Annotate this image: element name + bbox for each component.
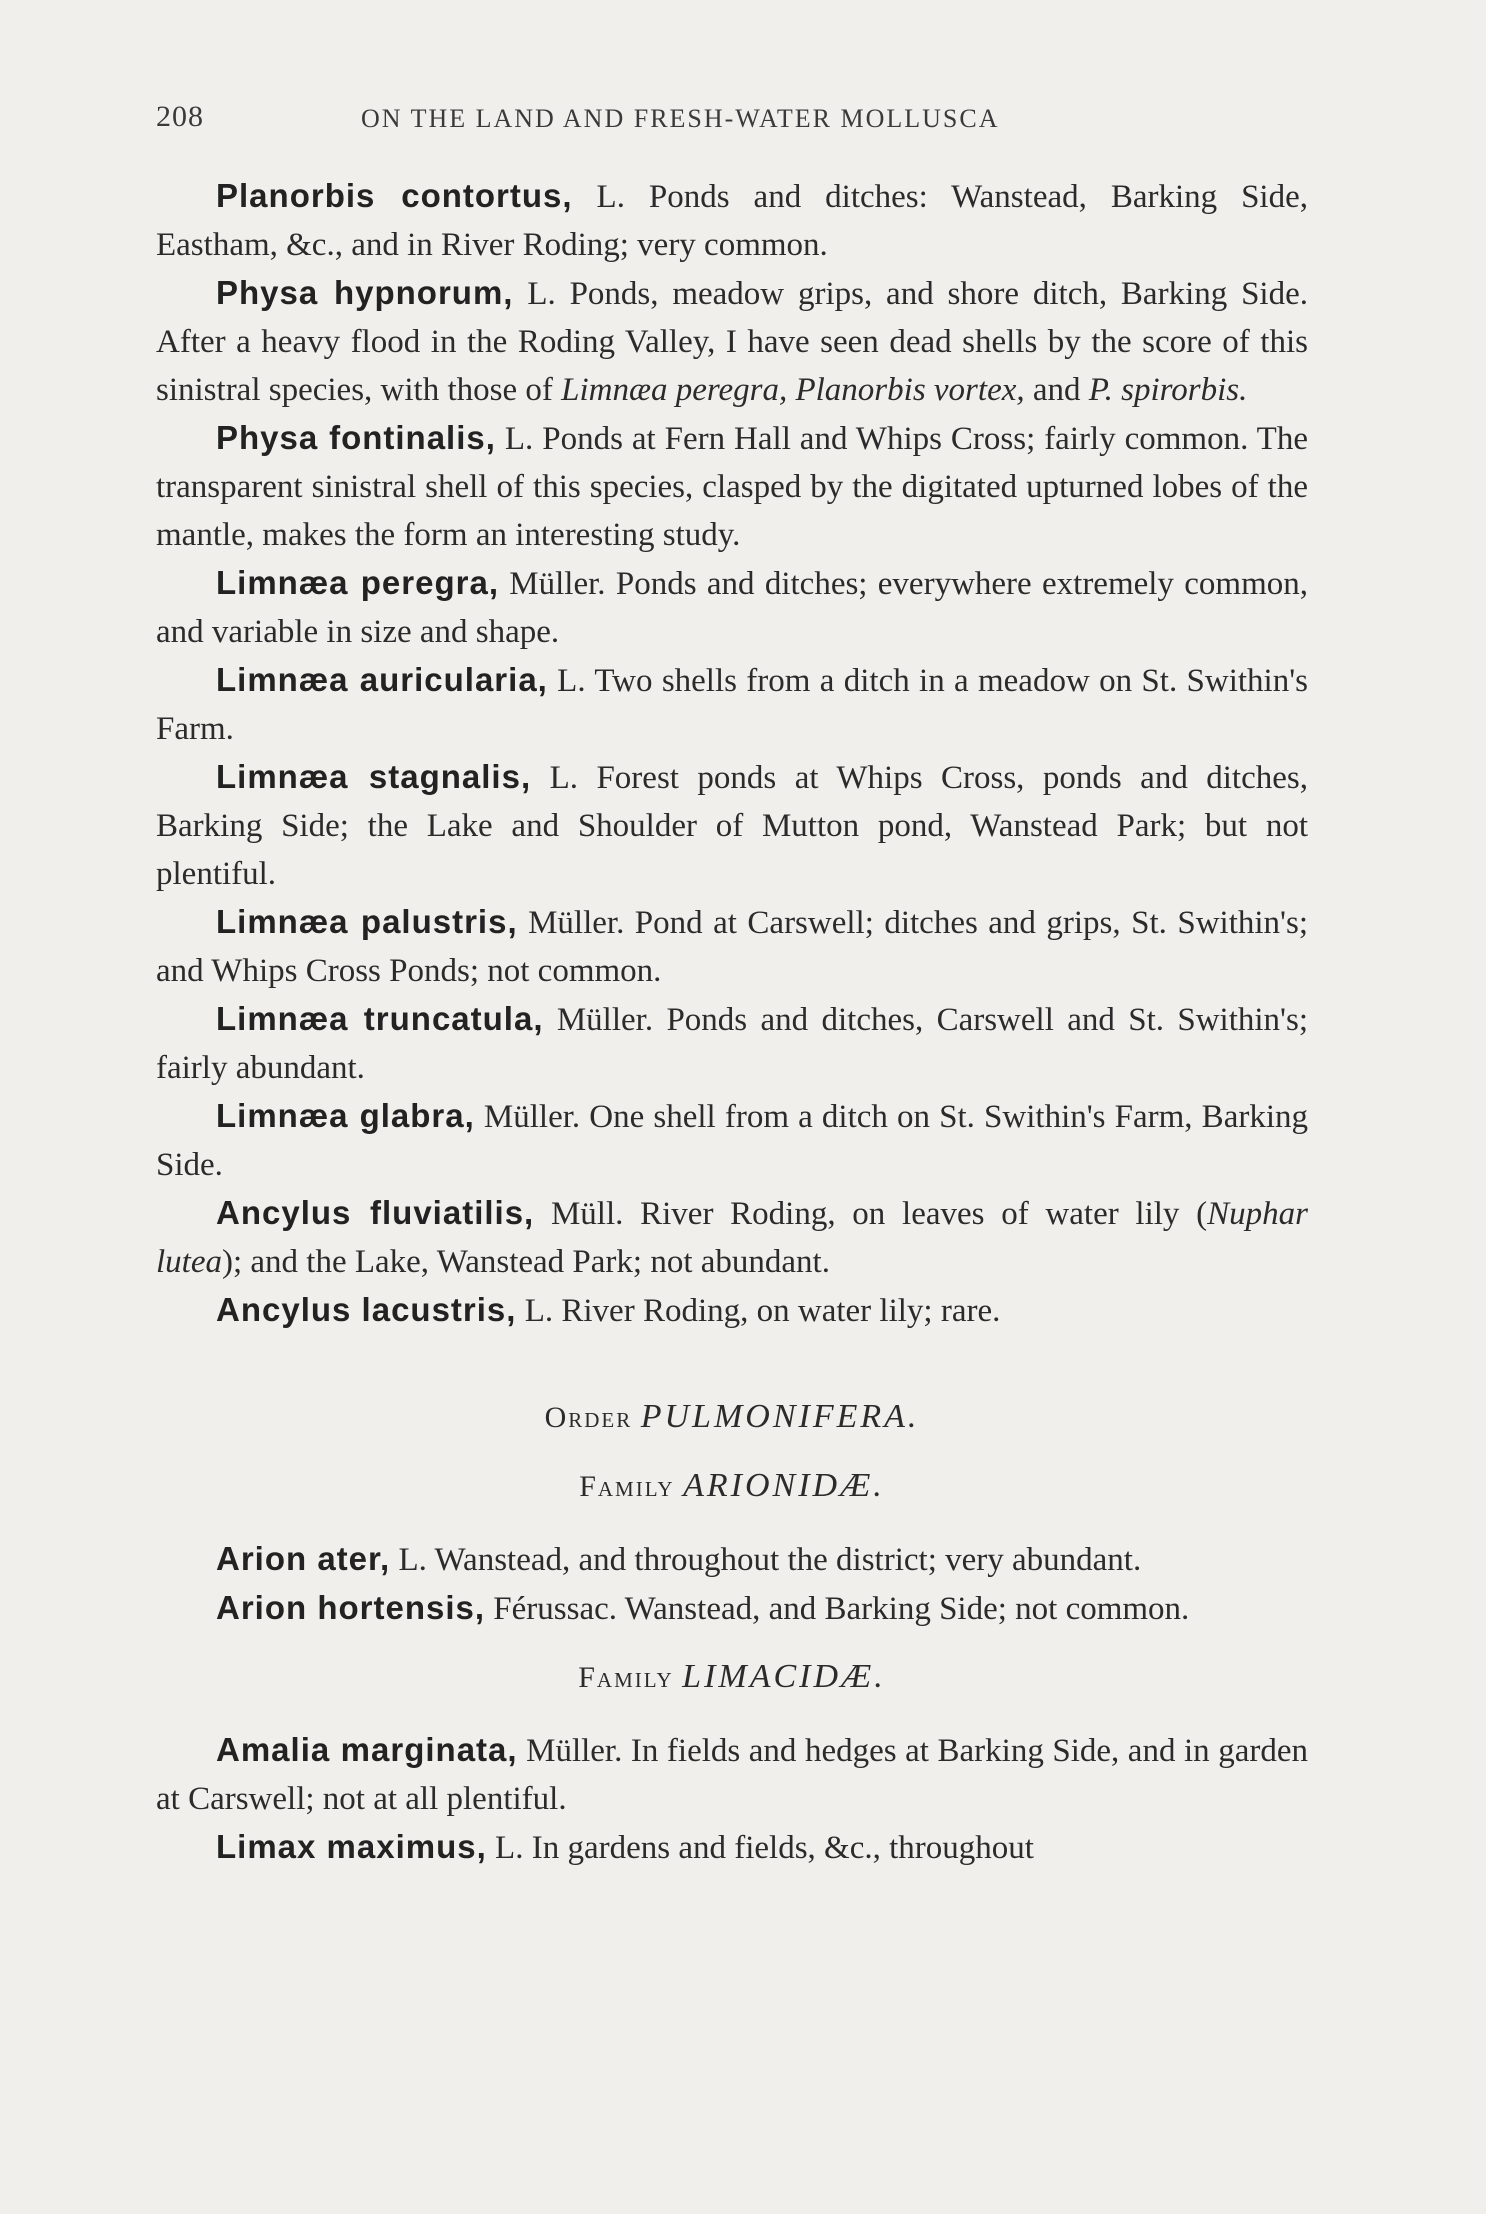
entry-text: Ponds at Fern Hall and Whips Cross; fairly common. The transparent sinistral shell of this species, clasped by the digitated upturned lobes of the mantle, makes the form an interesting study. bbox=[156, 421, 1308, 553]
species-name: Limnæa auricularia, bbox=[216, 661, 548, 698]
species-name: Limnæa palustris, bbox=[216, 903, 518, 940]
authority: Müll. bbox=[534, 1196, 624, 1232]
authority: L. bbox=[390, 1542, 427, 1578]
authority: L. bbox=[516, 1293, 554, 1329]
order-heading: Order PULMONIFERA. bbox=[544, 1398, 920, 1435]
authority: L. bbox=[572, 179, 625, 215]
entry-text: In fields and hedges at Barking Side, and in garden at Carswell; not at all plentiful. bbox=[156, 1733, 1308, 1817]
authority: Müller. bbox=[474, 1099, 581, 1135]
species-name: Limax maximus, bbox=[216, 1828, 487, 1865]
authority: Müller. bbox=[517, 905, 625, 941]
authority: L. bbox=[547, 663, 586, 699]
page-body bbox=[156, 172, 1308, 1872]
entry-text: River Roding, on water lily; rare. bbox=[553, 1293, 1001, 1329]
entry-text: Wanstead, and Barking Side; not common. bbox=[617, 1591, 1190, 1627]
entry-text: Ponds and ditches; everywhere extremely common, and variable in size and shape. bbox=[156, 566, 1308, 650]
family-heading: Family ARIONIDÆ. bbox=[579, 1467, 885, 1504]
entry-text: and bbox=[1024, 372, 1089, 408]
entry-text: Ponds and ditches: Wanstead, Barking Side, Eastham, &c., and in River Roding; very common. bbox=[156, 179, 1308, 263]
entry-text: In gardens and fields, &c., throughout bbox=[523, 1830, 1034, 1866]
species-name: Amalia marginata, bbox=[216, 1731, 518, 1768]
species-entry bbox=[156, 559, 1308, 656]
entry-text: Ponds and ditches, Carswell and St. Swithin's; fairly abundant. bbox=[156, 1002, 1308, 1086]
species-entry bbox=[156, 995, 1308, 1092]
species-name: Physa hypnorum, bbox=[216, 274, 514, 311]
species-name: Ancylus fluviatilis, bbox=[216, 1194, 535, 1231]
page-number: 208 bbox=[156, 100, 204, 133]
species-name: Physa fontinalis, bbox=[216, 419, 496, 456]
authority: Müller. bbox=[498, 566, 606, 602]
authority: Müller. bbox=[517, 1733, 623, 1769]
italic-text: P. spirorbis. bbox=[1088, 372, 1248, 408]
italic-text: Limnæa peregra, Planorbis vortex, bbox=[561, 372, 1025, 408]
species-entry bbox=[156, 1726, 1308, 1823]
species-entry bbox=[156, 414, 1308, 559]
species-entry bbox=[156, 1286, 1308, 1335]
entry-text: One shell from a ditch on St. Swithin's Farm, Barking Side. bbox=[156, 1099, 1309, 1183]
authority: Müller. bbox=[543, 1002, 654, 1038]
italic-text: Nuphar lutea bbox=[156, 1196, 1309, 1280]
species-name: Limnæa glabra, bbox=[216, 1097, 475, 1134]
species-entry bbox=[156, 269, 1308, 414]
species-name: Ancylus lacustris, bbox=[216, 1291, 517, 1328]
species-entry bbox=[156, 1092, 1308, 1189]
species-entry bbox=[156, 1535, 1308, 1584]
family-heading: Family LIMACIDÆ. bbox=[578, 1658, 886, 1695]
entry-text: Ponds, meadow grips, and shore ditch, Barking Side. After a heavy flood in the Roding Valley, I have seen dead shells by the score of this sinistral species, with those of bbox=[156, 276, 1308, 408]
entry-text: Two shells from a ditch in a meadow on St. Swithin's Farm. bbox=[156, 663, 1308, 747]
species-entry bbox=[156, 656, 1308, 753]
species-entry bbox=[156, 1189, 1308, 1286]
species-entry bbox=[156, 1823, 1308, 1872]
authority: Férussac. bbox=[485, 1591, 617, 1627]
entry-text: Wanstead, and throughout the district; very abundant. bbox=[426, 1542, 1142, 1578]
species-name: Arion ater, bbox=[216, 1540, 391, 1577]
authority: L. bbox=[495, 421, 534, 457]
entry-text: River Roding, on leaves of water lily ( bbox=[623, 1196, 1208, 1232]
species-name: Arion hortensis, bbox=[216, 1589, 486, 1626]
species-name: Limnæa peregra, bbox=[216, 564, 499, 601]
species-entry bbox=[156, 1584, 1308, 1633]
authority: L. bbox=[513, 276, 556, 312]
species-name: Limnæa stagnalis, bbox=[216, 758, 532, 795]
species-entry bbox=[156, 753, 1308, 898]
species-name: Planorbis contortus, bbox=[216, 177, 573, 214]
species-name: Limnæa truncatula, bbox=[216, 1000, 544, 1037]
species-entry bbox=[156, 898, 1308, 995]
authority: L. bbox=[531, 760, 578, 796]
running-title: ON THE LAND AND FRESH-WATER MOLLUSCA bbox=[361, 104, 1000, 133]
entry-text: Pond at Carswell; ditches and grips, St. Swithin's; and Whips Cross Ponds; not common. bbox=[156, 905, 1308, 989]
authority: L. bbox=[486, 1830, 524, 1866]
species-entry bbox=[156, 172, 1308, 269]
entry-text: ); and the Lake, Wanstead Park; not abundant. bbox=[221, 1244, 830, 1280]
entry-text: Forest ponds at Whips Cross, ponds and ditches, Barking Side; the Lake and Shoulder of Mutton pond, Wanstead Park; but not plentiful. bbox=[156, 760, 1308, 892]
